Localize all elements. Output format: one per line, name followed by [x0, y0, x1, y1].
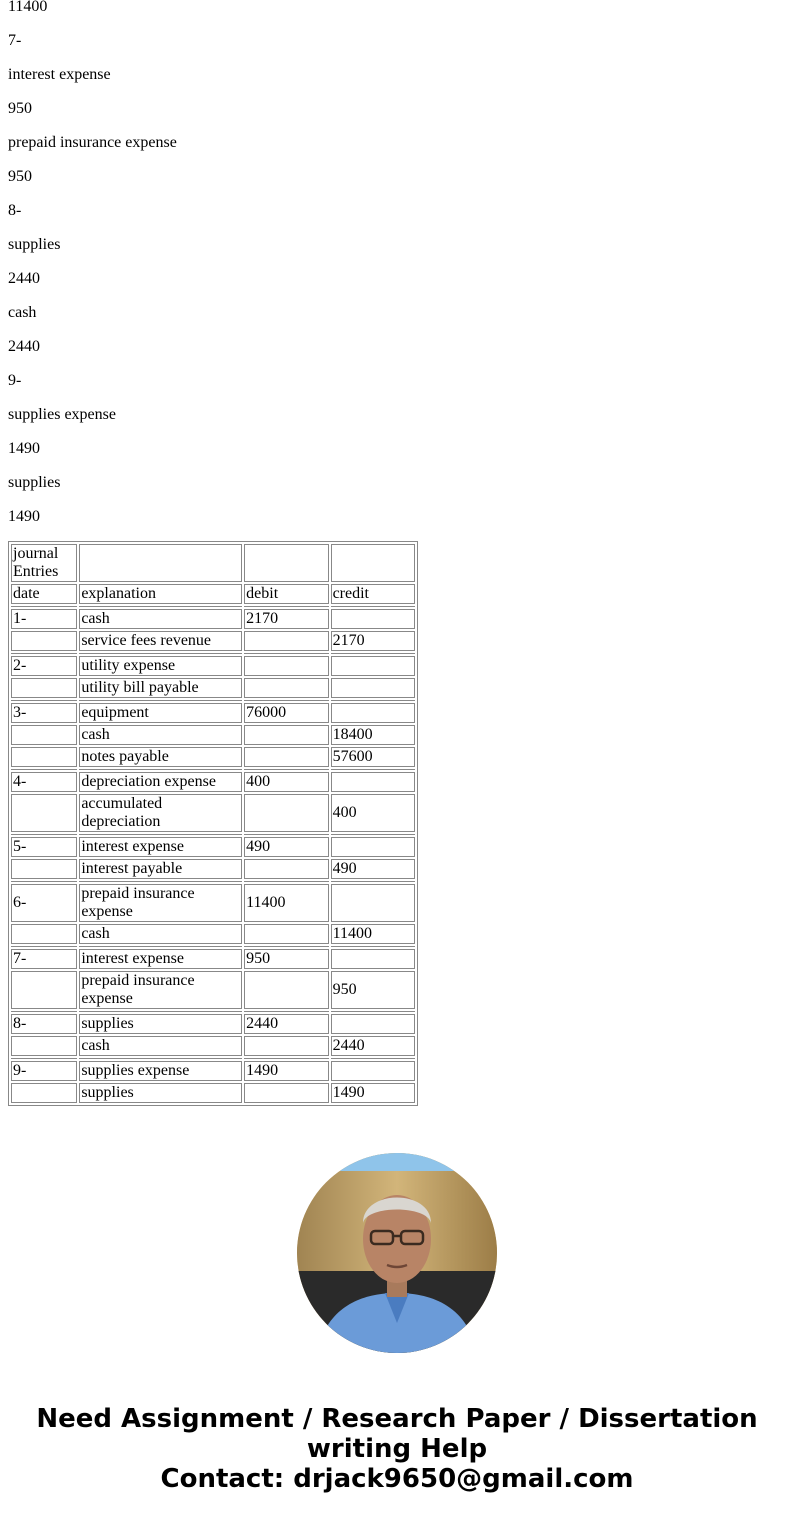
debit-cell: 400	[244, 772, 328, 792]
cta-line-2: writing Help	[306, 1434, 488, 1464]
explanation-cell: supplies	[79, 1083, 242, 1103]
table-row	[11, 859, 415, 879]
table-row	[11, 1083, 415, 1103]
credit-cell: 950	[331, 971, 415, 1009]
line: 2440	[8, 338, 40, 355]
column-header-explanation: explanation	[79, 584, 242, 604]
date-cell: 6-	[11, 884, 77, 922]
explanation-cell: utility expense	[79, 656, 242, 676]
explanation-cell: interest payable	[79, 859, 242, 879]
cta-line-3: Contact: drjack9650@gmail.com	[160, 1464, 634, 1494]
explanation-cell: depreciation expense	[79, 772, 242, 792]
line: 1490	[8, 508, 40, 525]
debit-cell: 1490	[244, 1061, 328, 1081]
credit-cell: 57600	[331, 747, 415, 767]
debit-cell	[244, 859, 328, 879]
debit-cell: 950	[244, 949, 328, 969]
table-row	[11, 631, 415, 651]
date-cell	[11, 1036, 77, 1056]
author-avatar	[297, 1153, 497, 1353]
date-cell: 8-	[11, 1014, 77, 1034]
cta-line-1: Need Assignment / Research Paper / Dissertation	[36, 1404, 758, 1434]
credit-cell	[331, 1014, 415, 1034]
explanation-cell: interest expense	[79, 949, 242, 969]
debit-cell	[244, 725, 328, 745]
date-cell	[11, 747, 77, 767]
date-cell	[11, 924, 77, 944]
table-title: journal Entries	[11, 544, 77, 582]
line: supplies	[8, 236, 61, 253]
debit-cell	[244, 747, 328, 767]
debit-cell	[244, 1036, 328, 1056]
table-row	[11, 609, 415, 629]
credit-cell	[331, 656, 415, 676]
explanation-cell: cash	[79, 1036, 242, 1056]
explanation-cell: prepaid insurance expense	[79, 971, 242, 1009]
date-cell	[11, 725, 77, 745]
line: interest expense	[8, 66, 111, 83]
line: cash	[8, 304, 37, 321]
explanation-cell: equipment	[79, 703, 242, 723]
entry-separator	[11, 946, 415, 947]
table-row	[11, 772, 415, 792]
column-header-debit: debit	[244, 584, 328, 604]
table-row	[11, 678, 415, 698]
date-cell	[11, 859, 77, 879]
author-photo	[297, 1153, 497, 1353]
credit-cell	[331, 703, 415, 723]
contact-banner	[0, 1404, 794, 1494]
table-row	[11, 1036, 415, 1056]
table-row	[11, 794, 415, 832]
explanation-cell: prepaid insurance expense	[79, 884, 242, 922]
debit-cell: 76000	[244, 703, 328, 723]
credit-cell: 2170	[331, 631, 415, 651]
date-cell	[11, 1083, 77, 1103]
credit-cell: 400	[331, 794, 415, 832]
debit-cell	[244, 924, 328, 944]
line: 7-	[8, 32, 22, 49]
date-cell	[11, 678, 77, 698]
credit-cell: 490	[331, 859, 415, 879]
table-row	[11, 837, 415, 857]
date-cell: 3-	[11, 703, 77, 723]
table-header-row	[11, 584, 415, 604]
date-cell	[11, 971, 77, 1009]
table-row	[11, 1061, 415, 1081]
debit-cell: 2170	[244, 609, 328, 629]
explanation-cell: cash	[79, 725, 242, 745]
line: prepaid insurance expense	[8, 134, 177, 151]
table-row	[11, 949, 415, 969]
date-cell: 7-	[11, 949, 77, 969]
table-row	[11, 656, 415, 676]
date-cell: 4-	[11, 772, 77, 792]
entry-separator	[11, 834, 415, 835]
explanation-cell: supplies	[79, 1014, 242, 1034]
credit-cell	[331, 949, 415, 969]
explanation-cell: utility bill payable	[79, 678, 242, 698]
credit-cell	[331, 609, 415, 629]
entry-separator	[11, 769, 415, 770]
table-row	[11, 725, 415, 745]
debit-cell	[244, 1083, 328, 1103]
credit-cell	[331, 1061, 415, 1081]
date-cell	[11, 631, 77, 651]
explanation-cell: supplies expense	[79, 1061, 242, 1081]
entry-separator	[11, 1011, 415, 1012]
credit-cell: 18400	[331, 725, 415, 745]
table-row	[11, 971, 415, 1009]
journal-entries-table	[8, 541, 418, 1106]
debit-cell: 11400	[244, 884, 328, 922]
line: 8-	[8, 202, 22, 219]
line: 11400	[8, 0, 48, 15]
line: 950	[8, 168, 32, 185]
table-row	[11, 884, 415, 922]
table-row	[11, 924, 415, 944]
debit-cell: 2440	[244, 1014, 328, 1034]
line: supplies	[8, 474, 61, 491]
credit-cell	[331, 884, 415, 922]
text-lines	[8, 0, 177, 534]
credit-cell	[331, 837, 415, 857]
debit-cell: 490	[244, 837, 328, 857]
credit-cell	[331, 772, 415, 792]
debit-cell	[244, 971, 328, 1009]
credit-cell: 1490	[331, 1083, 415, 1103]
entry-separator	[11, 653, 415, 654]
date-cell: 5-	[11, 837, 77, 857]
debit-cell	[244, 656, 328, 676]
debit-cell	[244, 678, 328, 698]
line: 1490	[8, 440, 40, 457]
entry-separator	[11, 606, 415, 607]
line: 950	[8, 100, 32, 117]
column-header-credit: credit	[331, 584, 415, 604]
credit-cell	[331, 678, 415, 698]
explanation-cell: cash	[79, 609, 242, 629]
explanation-cell: service fees revenue	[79, 631, 242, 651]
date-cell: 1-	[11, 609, 77, 629]
explanation-cell: interest expense	[79, 837, 242, 857]
debit-cell	[244, 631, 328, 651]
explanation-cell: notes payable	[79, 747, 242, 767]
entry-separator	[11, 700, 415, 701]
line: 9-	[8, 372, 22, 389]
date-cell: 9-	[11, 1061, 77, 1081]
entry-separator	[11, 1058, 415, 1059]
entry-separator	[11, 881, 415, 882]
credit-cell: 11400	[331, 924, 415, 944]
column-header-date: date	[11, 584, 77, 604]
line: 2440	[8, 270, 40, 287]
date-cell: 2-	[11, 656, 77, 676]
table-row	[11, 703, 415, 723]
explanation-cell: cash	[79, 924, 242, 944]
debit-cell	[244, 794, 328, 832]
table-row	[11, 1014, 415, 1034]
table-title-row	[11, 544, 415, 582]
table-row	[11, 747, 415, 767]
credit-cell: 2440	[331, 1036, 415, 1056]
line: supplies expense	[8, 406, 116, 423]
explanation-cell: accumulated depreciation	[79, 794, 242, 832]
date-cell	[11, 794, 77, 832]
